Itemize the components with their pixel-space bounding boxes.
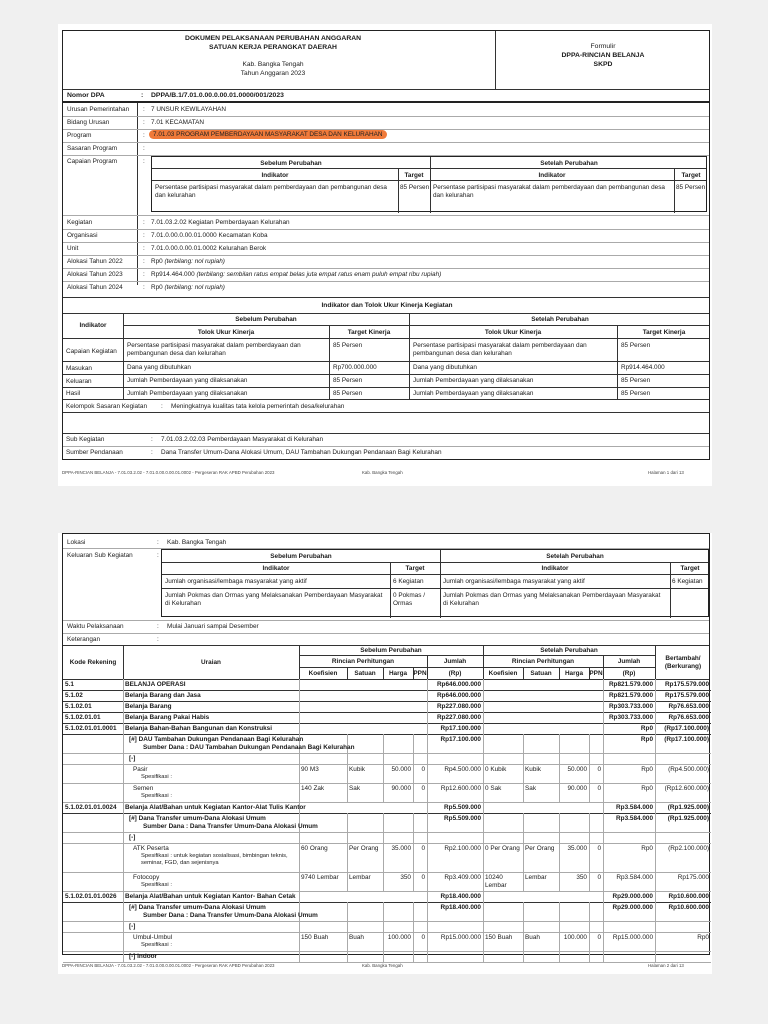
table-row (63, 802, 711, 813)
capaian-after-target: 85 Persen (676, 184, 706, 191)
cell-u: [#] Dana Transfer umum-Dana Alokasi Umum (129, 904, 266, 911)
cell-bj: Rp18.400.000 (440, 904, 481, 911)
table-row (63, 891, 711, 902)
alokasi-value: Rp0 (151, 284, 163, 291)
col-target: Target (404, 172, 424, 179)
cell-d: Rp10.600.000 (668, 893, 709, 900)
capaian-before-title: Sebelum Perubahan (260, 160, 322, 167)
cell-u: Belanja Alat/Bahan untuk Kegiatan Kantor- Bahan Cetak (125, 893, 296, 900)
cell-aj: Rp3.584.000 (616, 804, 653, 811)
cell-u: Belanja Barang (125, 703, 172, 710)
kinerja-after-tolok: Jumlah Pemberdayaan yang dilaksanakan (413, 377, 534, 384)
cell-d: Rp175.579.000 (664, 692, 709, 699)
cell-d: (Rp12.600.000) (664, 785, 709, 792)
cell-u2: Sumber Dana : Dana Transfer Umum-Dana Alokasi Umum (143, 912, 318, 919)
alokasi-note: (terbilang: sembilan ratus empat belas juta empat ratus enam puluh empat ribu rupiah) (196, 271, 442, 278)
cell-d: (Rp17.100.000) (664, 725, 709, 732)
kinerja-before-tolok: Jumlah Pemberdayaan yang dilaksanakan (127, 377, 248, 384)
table-row (63, 764, 711, 783)
th-jumlah: Jumlah (617, 658, 641, 665)
table-row (63, 951, 711, 962)
th-rp: (Rp) (448, 670, 462, 677)
info-label: Bidang Urusan (67, 119, 110, 126)
kinerja-before-target: Rp700.000.000 (333, 364, 377, 371)
cell-spec: Spesifikasi : untuk kegiatan sosialisasi, bimbingan teknis, seminar, FGD, dan sejenisnya (141, 853, 288, 866)
cell-k: 5.1.02.01.01 (65, 714, 101, 721)
cell-ak: 150 Buah (485, 934, 513, 941)
cell-bs: Sak (349, 785, 361, 792)
info2-value: 7.01.03.2.02 Kegiatan Pemberdayaan Kelurahan (151, 219, 290, 226)
footer-right: Halaman 2 dari 13 (648, 963, 684, 968)
info-label: Urusan Pemerintahan (67, 106, 130, 113)
cell-bj: Rp227.080.000 (436, 714, 481, 721)
cell-spec: Spesifikasi : (141, 774, 172, 780)
kinerja-after-target: 85 Persen (621, 390, 651, 397)
col-indikator: Indikator (261, 172, 289, 179)
footer-left: DPPA-RINCIAN BELANJA - 7.01.03.2.02 - 7.01.0.00.0.00.01.0002 - Pergeseran RAK APBD Perubahan 2023 (62, 470, 275, 475)
cell-bs: Per Orang (349, 845, 379, 852)
table-row (63, 832, 711, 843)
kinerja-after-target: 85 Persen (621, 377, 651, 384)
cell-bp: 0 (421, 845, 425, 852)
kinerja-before-target: 85 Persen (333, 377, 363, 384)
capaian-before-target: 85 Persen (400, 184, 430, 191)
table-row (63, 813, 711, 832)
footer-right: Halaman 1 dari 13 (648, 470, 684, 475)
cell-u: [-] (129, 923, 136, 930)
cell-bj: Rp17.100.000 (440, 736, 481, 743)
kinerja-before-target: 85 Persen (333, 342, 363, 349)
cell-d: (Rp17.100.000) (664, 736, 709, 743)
table-row (63, 712, 711, 723)
kinerja-col-indikator: Indikator (79, 322, 107, 329)
cell-d: Rp0 (697, 934, 709, 941)
footer-left: DPPA-RINCIAN BELANJA - 7.01.03.2.02 - 7.01.0.00.0.00.01.0002 - Pergeseran RAK APBD Perubahan 2023 (62, 963, 275, 968)
info2-label: Alokasi Tahun 2022 (67, 258, 123, 265)
cell-ah: 50.000 (567, 766, 587, 773)
info2-value: 7.01.0.00.0.00.01.0002 Kelurahan Berok (151, 245, 267, 252)
alokasi-value: Rp0 (151, 258, 163, 265)
table-row (63, 753, 711, 764)
cell-bk: 9740 Lembar (301, 874, 339, 881)
info-label: Capaian Program (67, 158, 118, 165)
table-row (63, 734, 711, 753)
cell-bj: Rp15.000.000 (440, 934, 481, 941)
cell-u: Belanja Bahan-Bahan Bangunan dan Konstruksi (125, 725, 273, 732)
cell-ap: 0 (597, 766, 601, 773)
cell-k: 5.1.02.01.01.0026 (65, 893, 117, 900)
cell-aj: Rp0 (640, 725, 653, 732)
cell-d: Rp175.000 (677, 874, 709, 881)
info-value: 7.01 KECAMATAN (151, 119, 205, 126)
cell-d: (Rp1.925.000) (667, 804, 709, 811)
kinerja-before-tolok: Persentase partisipasi masyarakat dalam pemberdayaan dan pembangunan desa dan kelurahan (127, 342, 301, 357)
col-indikator: Indikator (541, 565, 569, 572)
table-row (63, 723, 711, 734)
kinerja-col-tolok: Tolok Ukur Kinerja (484, 329, 542, 336)
keluaran-before-ind: Jumlah organisasi/lembaga masyarakat yang aktif (165, 578, 307, 585)
sub-value: 7.01.03.2.02.03 Pemberdayaan Masyarakat di Kelurahan (161, 436, 324, 443)
cell-u: Umbul-Umbul (133, 934, 173, 941)
cell-k: 5.1.02.01 (65, 703, 92, 710)
cell-u: Belanja Barang Pakai Habis (125, 714, 210, 721)
lokasi-label: Lokasi (67, 539, 86, 546)
info-value: 7 UNSUR KEWILAYAHAN (151, 106, 227, 113)
cell-bk: 90 M3 (301, 766, 319, 773)
cell-bk: 150 Buah (301, 934, 329, 941)
cell-aj: Rp3.584.000 (616, 874, 653, 881)
document-page-1 (58, 24, 712, 486)
table-row (63, 921, 711, 932)
table-row (63, 932, 711, 951)
kinerja-before-target: 85 Persen (333, 390, 363, 397)
cell-ak: 0 Kubik (485, 766, 507, 773)
cell-u: Semen (133, 785, 154, 792)
sub-value: Dana Transfer Umum-Dana Alokasi Umum, DAU Tambahan Dukungan Pendanaan Bagi Kelurahan (161, 449, 442, 456)
alokasi-note: (terbilang: nol rupiah) (164, 258, 225, 265)
cell-d: Rp175.579.000 (664, 681, 709, 688)
cell-k: 5.1.02.01.01.0001 (65, 725, 117, 732)
cell-u2: Sumber Dana : DAU Tambahan Dukungan Pendanaan Bagi Kelurahan (143, 744, 355, 751)
kinerja-row-indikator: Capaian Kegiatan (66, 348, 117, 355)
cell-u: [#] DAU Tambahan Dukungan Pendanaan Bagi Kelurahan (129, 736, 304, 743)
kinerja-col-tolok: Tolok Ukur Kinerja (197, 329, 255, 336)
waktu-label: Waktu Pelaksanaan (67, 623, 124, 630)
th-rp: (Rp) (622, 670, 636, 677)
doc-title-1: DOKUMEN PELAKSANAAN PERUBAHAN ANGGARAN (184, 35, 362, 42)
cell-aj: Rp29.000.000 (612, 893, 653, 900)
kinerja-row-indikator: Keluaran (66, 378, 92, 385)
document-page-2 (58, 533, 712, 974)
kinerja-before-tolok: Dana yang dibutuhkan (127, 364, 191, 371)
nomor-colon: : (141, 92, 144, 99)
doc-title-2: SATUAN KERJA PERANGKAT DAERAH (209, 44, 337, 51)
cell-bh: 100.000 (387, 934, 411, 941)
info-label: Sasaran Program (67, 145, 118, 152)
th-before: Sebelum Perubahan (360, 647, 422, 654)
cell-bj: Rp227.080.000 (436, 703, 481, 710)
cell-k: 5.1.02.01.01.0024 (65, 804, 117, 811)
cell-d: Rp76.653.000 (668, 714, 709, 721)
cell-ap: 0 (597, 785, 601, 792)
cell-as: Buah (525, 934, 540, 941)
th-jumlah: Jumlah (443, 658, 467, 665)
cell-d: (Rp4.500.000) (668, 766, 709, 773)
cell-u: Fotocopy (133, 874, 160, 881)
cell-k: 5.1.02 (65, 692, 83, 699)
program-value-highlighted: 7.01.03 PROGRAM PEMBERDAYAAN MASYARAKAT DESA DAN KELURAHAN (149, 130, 387, 139)
sub-label: Sumber Pendanaan (66, 449, 123, 456)
cell-bs: Buah (349, 934, 364, 941)
info-label: Program (67, 132, 92, 139)
capaian-after-indikator: Persentase partisipasi masyarakat dalam pemberdayaan dan pembangunan desa dan kelurahan (433, 184, 665, 199)
ket-label: Keterangan (67, 636, 101, 643)
th-satuan: Satuan (354, 670, 376, 677)
cell-ah: 100.000 (563, 934, 587, 941)
table-row (63, 701, 711, 712)
th-ppn: PPN (589, 670, 603, 677)
th-koef: Koefisien (308, 670, 338, 677)
cell-aj: Rp303.733.000 (608, 703, 653, 710)
cell-bp: 0 (421, 766, 425, 773)
th-rincian: Rincian Perhitungan (511, 658, 575, 665)
keluaran-after-title: Setelah Perubahan (546, 553, 604, 560)
cell-ak: 0 Per Orang (485, 845, 520, 852)
budget-table-header (63, 645, 711, 679)
kinerja-after-tolok: Dana yang dibutuhkan (413, 364, 477, 371)
table-row (63, 902, 711, 921)
kelompok-value: Meningkatnya kualitas tata kelola pemerintah desa/kelurahan (171, 403, 345, 410)
cell-as: Kubik (525, 766, 541, 773)
kinerja-after-tolok: Jumlah Pemberdayaan yang dilaksanakan (413, 390, 534, 397)
fiscal-year: Tahun Anggaran 2023 (240, 70, 306, 77)
cell-aj: Rp15.000.000 (612, 934, 653, 941)
th-ppn: PPN (413, 670, 427, 677)
cell-ap: 0 (597, 934, 601, 941)
cell-aj: Rp821.579.000 (608, 692, 653, 699)
info2-label: Organisasi (67, 232, 98, 239)
kinerja-after-tolok: Persentase partisipasi masyarakat dalam pemberdayaan dan pembangunan desa dan kelurahan (413, 342, 587, 357)
form-label: Formulir (590, 43, 616, 50)
cell-ah: 90.000 (567, 785, 587, 792)
budget-table-body (63, 679, 711, 960)
capaian-table (151, 156, 707, 212)
cell-bs: Kubik (349, 766, 365, 773)
cell-d: (Rp2.100.000) (668, 845, 709, 852)
col-target: Target (680, 565, 700, 572)
page2-box: Lokasi : Kab. Bangka Tengah Keluaran Sub Kegiatan : Sebelum Perubahan Setelah Perubahan Indikator Target Indikator Target Jumlah organisasi/lembaga masyarakat yang aktif 6 Kegiatan Jumlah organisasi/lembaga masyarakat yang aktif 6 Kegiatan Jumlah Pokmas dan Ormas yang Melaksanakan Pemberdayaan Masyarakat di Kelurahan 0 Pokmas / Ormas Jumlah Pokmas dan Ormas yang Melaksanakan Pemberdayaan Masyarakat di Kelurahan Waktu Pelaksanaan : Mulai Januari sampai Desember Keterangan : Kode Rekening Uraian Sebelum Perubahan Setelah Perubahan Rincian Perhitungan Jumlah (Rp) Koefisien Satuan Harga PPN Rincian Perhitungan Jumlah (Rp) Koefisien Satuan Harga PPN Bertambah/ (Berkurang) 5.1 BELANJA OPERASI Rp646.000.000 Rp821.579.000 Rp175.579.000 5.1.02 Belanja Barang dan Jasa Rp646.000.000 Rp821.579.000 Rp175.579.000 5.1.02.01 Belanja Barang Rp227.080.000 Rp303.733.000 Rp76.653.000 5.1.02.01.01 Belanja Barang Pakai Habis Rp227.080.000 Rp303.733.000 Rp76.653.000 5.1.02.01.01.0001 Belanja Bahan-Bahan Bangunan dan Konstruksi Rp17.100.000 Rp0 (Rp17.100.000) [#] DAU Tambahan Dukungan Pendanaan Bagi Kelurahan Sumber Dana : DAU Tambahan Dukungan Pendanaan Bagi Kelurahan Rp17.100.000 Rp0 (Rp17.100.000) [-] Pasir Spesifikasi : 90 M3 Kubik 50.000 0 Rp4.500.000 0 Kubik Kubik 50.000 0 Rp0 (Rp4.500.000) Semen Spesifikasi : 140 Zak Sak 90.000 0 Rp12.600.000 0 Sak Sak 90.000 0 Rp0 (Rp12.600.000) 5.1.02.01.01.0024 Belanja Alat/Bahan untuk Kegiatan Kantor-Alat Tulis Kantor Rp5.509.000 Rp3.584.000 (Rp1.925.000) [#] Dana Transfer umum-Dana Alokasi Umum Sumber Dana : Dana Transfer Umum-Dana Alokasi Umum Rp5.509.000 Rp3.584.000 (Rp1.925.000) [-] ATK Peserta Spesifikasi : untuk kegiatan sosialisasi, bimbingan teknis, seminar, FGD, dan sejenisnya 60 Orang Per Orang 35.000 0 Rp2.100.000 0 Per Orang Per Orang 35.000 0 Rp0 (Rp2.100.000) Fotocopy Spesifikasi : 9740 Lembar Lembar 350 0 Rp3.409.000 10240 Lembar Lembar 350 0 Rp3.584.000 Rp175.000 5.1.02.01.01.0026 Belanja Alat/Bahan untuk Kegiatan Kantor- Bahan Cetak Rp18.400.000 Rp29.000.000 Rp10.600.000 [#] Dana Transfer umum-Dana Alokasi Umum Sumber Dana : Dana Transfer Umum-Dana Alokasi Umum Rp18.400.000 Rp29.000.000 Rp10.600.000 [-] Umbul-Umbul Spesifikasi : 150 Buah Buah 100.000 0 Rp15.000.000 150 Buah Buah 100.000 0 Rp15.000.000 Rp0 [-] Indoor (62, 533, 710, 955)
cell-as: Per Orang (525, 845, 555, 852)
kinerja-row-indikator: Hasil (66, 390, 81, 397)
cell-d: Rp10.600.000 (668, 904, 709, 911)
cell-bj: Rp3.409.000 (444, 874, 481, 881)
cell-d: (Rp1.925.000) (667, 815, 709, 822)
cell-ak: 10240 Lembar (485, 874, 507, 889)
table-row (63, 679, 711, 690)
keluaran-before-target: 0 Pokmas / Ormas (393, 592, 425, 607)
cell-ah: 350 (576, 874, 587, 881)
info2-label: Unit (67, 245, 79, 252)
cell-aj: Rp0 (640, 736, 653, 743)
cell-ap: 0 (597, 845, 601, 852)
waktu-value: Mulai Januari sampai Desember (167, 623, 259, 630)
cell-u: BELANJA OPERASI (125, 681, 186, 688)
cell-bj: Rp17.100.000 (440, 725, 481, 732)
footer-mid: Kab. Bangka Tengah (362, 963, 403, 968)
cell-bs: Lembar (349, 874, 371, 881)
th-bertambah: Bertambah/ (Berkurang) (664, 655, 702, 670)
region: Kab. Bangka Tengah (242, 61, 304, 68)
alokasi-value: Rp914.464.000 (151, 271, 195, 278)
cell-as: Lembar (525, 874, 547, 881)
cell-bj: Rp646.000.000 (436, 692, 481, 699)
cell-bj: Rp12.600.000 (440, 785, 481, 792)
cell-u: [-] (129, 755, 136, 762)
cell-bk: 60 Orang (301, 845, 328, 852)
sub-label: Sub Kegiatan (66, 436, 105, 443)
footer-mid: Kab. Bangka Tengah (362, 470, 403, 475)
cell-aj: Rp303.733.000 (608, 714, 653, 721)
kinerja-after-target: 85 Persen (621, 342, 651, 349)
col-target: Target (405, 565, 425, 572)
cell-aj: Rp0 (641, 785, 653, 792)
cell-u: [-] Indoor (129, 953, 158, 960)
info2-label: Alokasi Tahun 2024 (67, 284, 123, 291)
keluaran-before-target: 6 Kegiatan (393, 578, 424, 585)
alokasi-note: (terbilang: nol rupiah) (164, 284, 225, 291)
table-row (63, 872, 711, 891)
th-kode: Kode Rekening (69, 659, 117, 666)
info2-label: Alokasi Tahun 2023 (67, 271, 123, 278)
kinerja-col-target: Target Kinerja (642, 329, 686, 336)
cell-ah: 35.000 (567, 845, 587, 852)
info2-value: 7.01.0.00.0.00.01.0000 Kecamatan Koba (151, 232, 268, 239)
keluaran-before-ind: Jumlah Pokmas dan Ormas yang Melaksanakan Pemberdayaan Masyarakat di Kelurahan (165, 592, 383, 607)
cell-ap: 0 (597, 874, 601, 881)
table-row (63, 783, 711, 802)
cell-bj: Rp646.000.000 (436, 681, 481, 688)
kinerja-before-title: Sebelum Perubahan (235, 316, 297, 323)
cell-ak: 0 Sak (485, 785, 502, 792)
kinerja-title: Indikator dan Tolok Ukur Kinerja Kegiatan (321, 302, 453, 309)
cell-bj: Rp4.500.000 (444, 766, 481, 773)
cell-bj: Rp18.400.000 (440, 893, 481, 900)
cell-bp: 0 (421, 934, 425, 941)
cell-spec: Spesifikasi : (141, 793, 172, 799)
kinerja-before-tolok: Jumlah Pemberdayaan yang dilaksanakan (127, 390, 248, 397)
kinerja-col-target: Target Kinerja (347, 329, 391, 336)
cell-u: Belanja Alat/Bahan untuk Kegiatan Kantor-Alat Tulis Kantor (125, 804, 306, 811)
table-row (63, 690, 711, 701)
cell-u2: Sumber Dana : Dana Transfer Umum-Dana Alokasi Umum (143, 823, 318, 830)
cell-spec: Spesifikasi : (141, 882, 172, 888)
cell-bp: 0 (421, 785, 425, 792)
capaian-after-title: Setelah Perubahan (540, 160, 598, 167)
cell-u: Belanja Barang dan Jasa (125, 692, 201, 699)
col-target: Target (681, 172, 701, 179)
cell-aj: Rp3.584.000 (616, 815, 653, 822)
keluaran-after-ind: Jumlah Pokmas dan Ormas yang Melaksanakan Pemberdayaan Masyarakat di Kelurahan (443, 592, 661, 607)
cell-bp: 0 (421, 874, 425, 881)
cell-aj: Rp29.000.000 (612, 904, 653, 911)
kinerja-after-title: Setelah Perubahan (531, 316, 589, 323)
cell-bh: 90.000 (391, 785, 411, 792)
form-code: DPPA-RINCIAN BELANJA (561, 52, 645, 59)
cell-u: ATK Peserta (133, 845, 169, 852)
cell-bj: Rp5.509.000 (444, 804, 481, 811)
cell-u: Pasir (133, 766, 148, 773)
col-indikator: Indikator (538, 172, 566, 179)
keluaran-table (161, 549, 709, 617)
cell-spec: Spesifikasi : (141, 942, 172, 948)
capaian-before-indikator: Persentase partisipasi masyarakat dalam pemberdayaan dan pembangunan desa dan kelurahan (155, 184, 387, 199)
th-koef: Koefisien (488, 670, 518, 677)
col-indikator: Indikator (262, 565, 290, 572)
keluaran-label: Keluaran Sub Kegiatan (67, 552, 133, 559)
cell-bj: Rp5.509.000 (444, 815, 481, 822)
cell-bh: 350 (400, 874, 411, 881)
nomor-label: Nomor DPA (67, 92, 105, 99)
cell-aj: Rp0 (641, 845, 653, 852)
form-unit: SKPD (593, 61, 613, 68)
keluaran-after-target: 6 Kegiatan (672, 578, 703, 585)
keluaran-after-ind: Jumlah organisasi/lembaga masyarakat yang aktif (443, 578, 585, 585)
info2-label: Kegiatan (67, 219, 93, 226)
kinerja-row-indikator: Masukan (66, 365, 92, 372)
kinerja-after-target: Rp914.464.000 (621, 364, 665, 371)
cell-aj: Rp821.579.000 (608, 681, 653, 688)
table-row (63, 843, 711, 872)
cell-as: Sak (525, 785, 537, 792)
cell-u: [-] (129, 834, 136, 841)
lokasi-value: Kab. Bangka Tengah (167, 539, 227, 546)
th-harga: Harga (564, 670, 584, 677)
th-rincian: Rincian Perhitungan (331, 658, 395, 665)
nomor-value: DPPA/B.1/7.01.0.00.0.00.01.0000/001/2023 (151, 92, 284, 99)
cell-d: Rp76.653.000 (668, 703, 709, 710)
cell-bj: Rp2.100.000 (444, 845, 481, 852)
cell-k: 5.1 (65, 681, 74, 688)
cell-bk: 140 Zak (301, 785, 325, 792)
cell-u: [#] Dana Transfer umum-Dana Alokasi Umum (129, 815, 266, 822)
cell-bh: 50.000 (391, 766, 411, 773)
th-uraian: Uraian (201, 659, 221, 666)
info-box: Urusan Pemerintahan : 7 UNSUR KEWILAYAHAN Bidang Urusan : 7.01 KECAMATAN Program : 7.01.03 PROGRAM PEMBERDAYAAN MASYARAKAT DESA DAN KELURAHAN Sasaran Program : Capaian Program : Sebelum Perubahan Setelah Perubahan Indikator Target Indikator Target Persentase partisipasi masyarakat dalam pemberdayaan dan pembangunan desa dan kelurahan 85 Persen Persentase partisipasi masyarakat dalam pemberdayaan dan pembangunan desa dan kelurahan 85 Persen Kegiatan : 7.01.03.2.02 Kegiatan Pemberdayaan Kelurahan Organisasi : 7.01.0.00.0.00.01.0000 Kecamatan Koba Unit : 7.01.0.00.0.00.01.0002 Kelurahan Berok Alokasi Tahun 2022 : Rp0 (terbilang: nol rupiah) Alokasi Tahun 2023 : Rp914.464.000 (terbilang: sembilan ratus empat belas juta empat ratus enam puluh empat ribu rupiah) Alokasi Tahun 2024 : Rp0 (terbilang: nol rupiah) Indikator dan Tolok Ukur Kinerja Kegiatan Indikator Sebelum Perubahan Setelah Perubahan Tolok Ukur Kinerja Target Kinerja Tolok Ukur Kinerja Target Kinerja Capaian Kegiatan Persentase partisipasi masyarakat dalam pemberdayaan dan pembangunan desa dan kelurahan 85 Persen Persentase partisipasi masyarakat dalam pemberdayaan dan pembangunan desa dan kelurahan 85 Persen Masukan Dana yang dibutuhkan Rp700.000.000 Dana yang dibutuhkan Rp914.464.000 Keluaran Jumlah Pemberdayaan yang dilaksanakan 85 Persen Jumlah Pemberdayaan yang dilaksanakan 85 Persen Hasil Jumlah Pemberdayaan yang dilaksanakan 85 Persen Jumlah Pemberdayaan yang dilaksanakan 85 Persen Kelompok Sasaran Kegiatan : Meningkatnya kualitas tata kelola pemerintah desa/kelurahan Sub Kegiatan : 7.01.03.2.02.03 Pemberdayaan Masyarakat di Kelurahan Sumber Pendanaan : Dana Transfer Umum-Dana Alokasi Umum, DAU Tambahan Dukungan Pendanaan Bagi Kelurahan (62, 102, 710, 460)
keluaran-before-title: Sebelum Perubahan (270, 553, 332, 560)
th-after: Setelah Perubahan (540, 647, 598, 654)
header-box (62, 30, 710, 102)
th-satuan: Satuan (530, 670, 552, 677)
cell-aj: Rp0 (641, 766, 653, 773)
th-harga: Harga (388, 670, 408, 677)
kelompok-label: Kelompok Sasaran Kegiatan (66, 403, 148, 410)
cell-bh: 35.000 (391, 845, 411, 852)
